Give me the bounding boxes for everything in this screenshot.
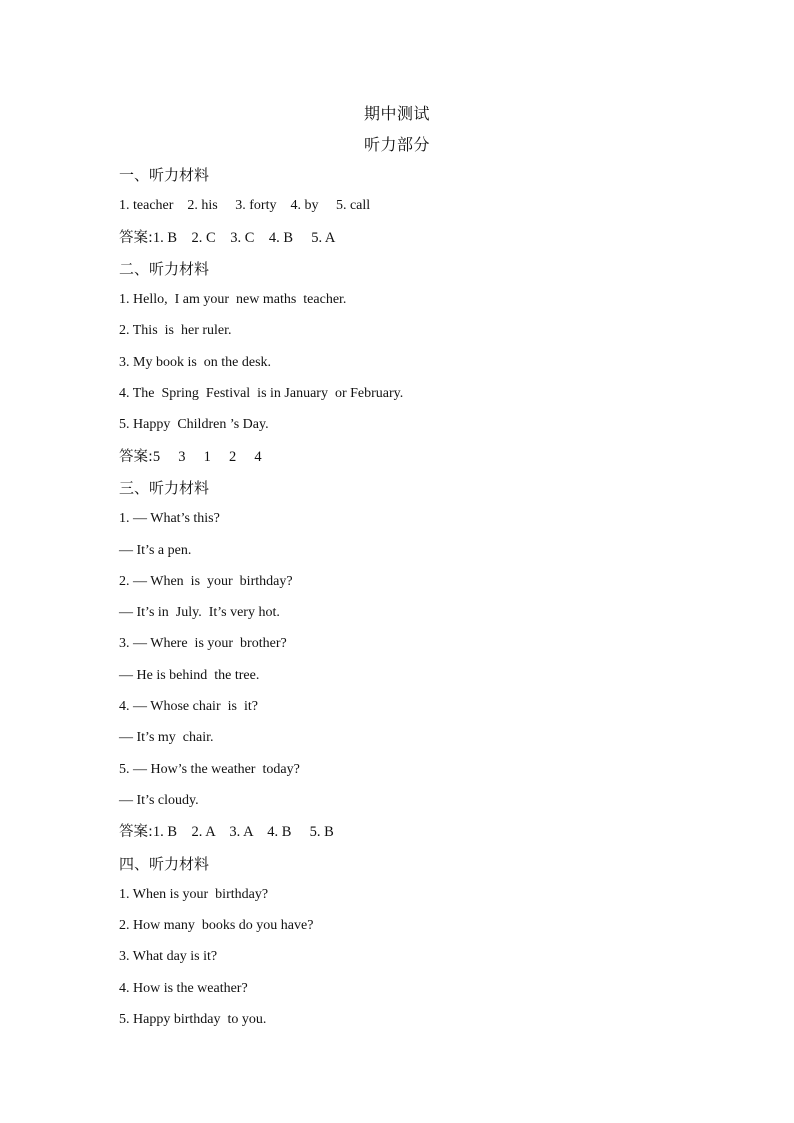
- answer-line: [119, 821, 719, 852]
- section-heading: 四、听力材料: [119, 854, 210, 873]
- text-line: 3. — Where is your brother?: [119, 636, 287, 652]
- text-line: 1. When is your birthday?: [119, 886, 269, 902]
- answer-values: 1. B 2. A 3. A 4. B 5. B: [152, 824, 334, 841]
- text-line: 4. How is the weather?: [119, 980, 248, 996]
- section-heading: 一、听力材料: [119, 166, 210, 184]
- answer-values: 1. B 2. C 3. C 4. B 5. A: [152, 229, 336, 246]
- page-title: 期中测试: [363, 104, 430, 123]
- answer-label: 答案:: [119, 229, 153, 246]
- text-line: — It’s my chair.: [119, 730, 214, 746]
- answer-line: [119, 227, 719, 258]
- section-heading: 二、听力材料: [119, 259, 210, 278]
- text-line: 2. How many books do you have?: [119, 918, 314, 934]
- section-heading: 三、听力材料: [119, 478, 210, 497]
- page-subtitle: 听力部分: [363, 135, 430, 154]
- text-line: 4. The Spring Festival is in January or February.: [119, 386, 404, 402]
- text-line: 1. — What’s this?: [119, 511, 220, 527]
- text-line: 5. — How’s the weather today?: [119, 761, 300, 777]
- text-line: 5. Happy birthday to you.: [119, 1012, 267, 1028]
- text-line: 2. — When is your birthday?: [119, 573, 293, 589]
- answer-label: 答案:: [119, 824, 153, 841]
- text-line: — He is behind the tree.: [119, 667, 260, 683]
- text-line: — It’s a pen.: [119, 542, 192, 558]
- text-line: 1. Hello, I am your new maths teacher.: [119, 292, 347, 308]
- text-line: 3. My book is on the desk.: [119, 354, 272, 370]
- text-line: — It’s in July. It’s very hot.: [119, 605, 280, 621]
- document-body: [119, 164, 719, 1040]
- text-line: 2. This is her ruler.: [119, 323, 232, 339]
- answer-label: 答案:: [119, 448, 153, 465]
- text-line: — It’s cloudy.: [119, 792, 199, 808]
- answer-values: 5 3 1 2 4: [152, 448, 262, 465]
- text-line: 3. What day is it?: [119, 949, 218, 965]
- text-line: 4. — Whose chair is it?: [119, 699, 258, 715]
- text-line: 5. Happy Children ’s Day.: [119, 417, 269, 433]
- text-line: 1. teacher 2. his 3. forty 4. by 5. call: [119, 198, 371, 214]
- answer-line: [119, 446, 719, 477]
